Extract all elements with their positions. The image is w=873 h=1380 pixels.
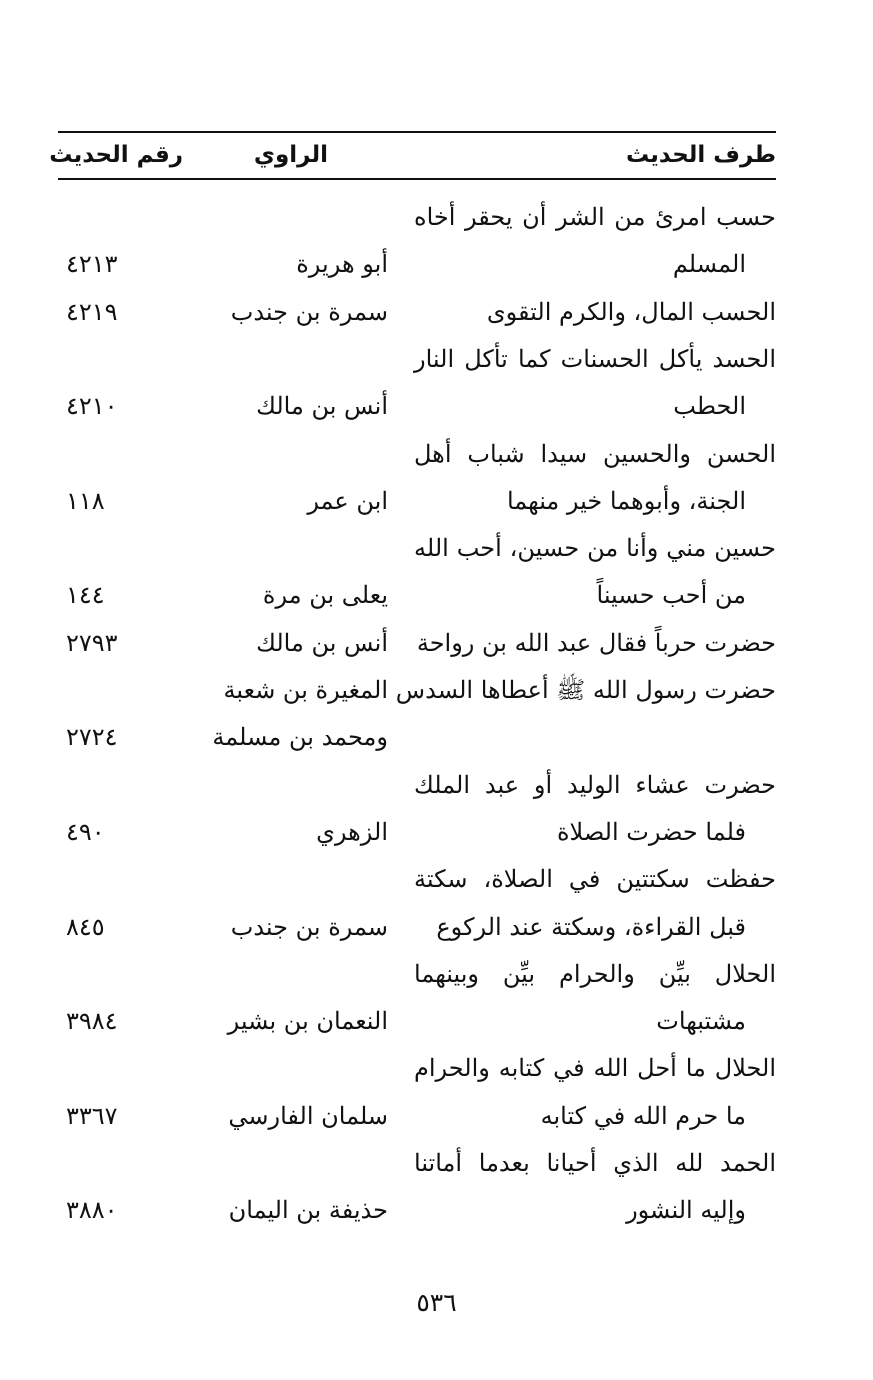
hadith-text-line: الحطب: [673, 392, 746, 421]
narrator-name: سلمان الفارسي: [228, 1101, 388, 1130]
hadith-number: ١٤٤: [66, 581, 105, 610]
hadith-text-line: فلما حضرت الصلاة: [556, 817, 746, 846]
hadith-text-line: مشتبهات: [656, 1007, 746, 1036]
hadith-number: ٤٩٠: [66, 817, 105, 846]
hadith-number: ٤٢١٩: [66, 297, 118, 326]
narrator-name: المغيرة بن شعبة: [223, 676, 388, 704]
narrator-name: سمرة بن جندب: [230, 912, 388, 941]
column-header-number: رقم الحديث: [49, 142, 183, 168]
hadith-text-line: الحمد لله الذي أحيانا بعدما أماتنا: [414, 1149, 776, 1177]
column-header-narrator: الراوي: [253, 142, 328, 168]
hadith-text-line: حضرت رسول الله ﷺ أعطاها السدس: [395, 676, 776, 704]
narrator-name: ابن عمر: [307, 486, 388, 515]
hadith-text-line: من أحب حسيناً: [596, 581, 746, 610]
hadith-text-line: ما حرم الله في كتابه: [540, 1101, 746, 1130]
hadith-text-line: الحلال ما أحل الله في كتابه والحرام: [414, 1054, 776, 1083]
hadith-text-line: الجنة، وأبوهما خير منهما: [506, 486, 746, 515]
hadith-text-line: الحلال بيِّن والحرام بيِّن وبينهما: [414, 959, 776, 988]
narrator-name: يعلى بن مرة: [262, 581, 388, 610]
narrator-name: أنس بن مالك: [256, 628, 388, 657]
hadith-number: ٢٧٩٣: [66, 628, 118, 657]
hadith-text-line: الحسد يأكل الحسنات كما تأكل النار: [414, 344, 776, 373]
hadith-number: ٢٧٢٤: [66, 723, 118, 752]
hadith-number: ٣٨٨٠: [66, 1196, 118, 1225]
narrator-name: ومحمد بن مسلمة: [212, 723, 388, 752]
hadith-text-line: الحسن والحسين سيدا شباب أهل: [414, 439, 776, 468]
hadith-number: ٣٩٨٤: [66, 1007, 118, 1036]
column-header-hadith: طرف الحديث: [625, 142, 776, 168]
hadith-text-line: الحسب المال، والكرم التقوى: [486, 297, 776, 326]
hadith-text-line: حضرت حرباً فقال عبد الله بن رواحة: [416, 628, 776, 657]
page-number: ٥٣٦: [416, 1288, 457, 1317]
narrator-name: أنس بن مالك: [256, 392, 388, 421]
hadith-text-line: حسين مني وأنا من حسين، أحب الله: [414, 534, 776, 563]
narrator-name: النعمان بن بشير: [227, 1007, 388, 1036]
hadith-text-line: حفظت سكتتين في الصلاة، سكتة: [414, 865, 776, 894]
hadith-text-line: قبل القراءة، وسكتة عند الركوع: [436, 912, 746, 941]
hadith-number: ٤٢١٣: [66, 250, 118, 279]
hadith-text-line: وإليه النشور: [626, 1196, 746, 1225]
hadith-text-line: حسب امرئ من الشر أن يحقر أخاه: [414, 203, 776, 231]
hadith-text-line: حضرت عشاء الوليد أو عبد الملك: [414, 770, 776, 799]
hadith-number: ١١٨: [66, 486, 105, 515]
hadith-number: ٣٣٦٧: [66, 1101, 118, 1130]
hadith-number: ٨٤٥: [66, 912, 105, 941]
narrator-name: الزهري: [316, 817, 388, 846]
narrator-name: أبو هريرة: [296, 250, 388, 279]
hadith-text-line: المسلم: [672, 250, 746, 279]
hadith-number: ٤٢١٠: [66, 392, 118, 421]
narrator-name: حذيفة بن اليمان: [228, 1196, 388, 1225]
narrator-name: سمرة بن جندب: [230, 297, 388, 326]
